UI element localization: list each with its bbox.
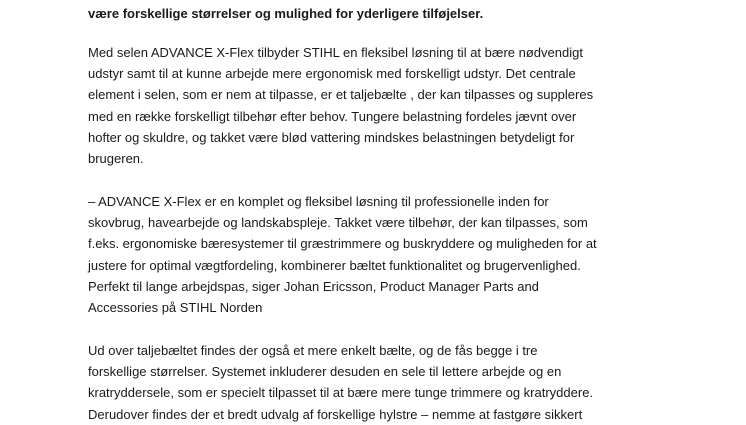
paragraph-line: Accessories på STIHL Norden	[88, 300, 263, 316]
paragraph-line: justere for optimal vægtfordeling, kombinerer bæltet funktionalitet og brugervenlighed.	[88, 257, 581, 273]
paragraph-line: – ADVANCE X-Flex er en komplet og fleksibel løsning til professionelle inden for	[88, 194, 549, 209]
paragraph-line: Derudover findes der et bredt udvalg af forskellige hylstre – nemme at fastgøre sikkert	[88, 406, 583, 422]
paragraph-line: Med selen ADVANCE X-Flex tilbyder STIHL en fleksibel løsning til at bære nødvendigt	[88, 45, 583, 60]
paragraph-line: udstyr samt til at kunne arbejde mere ergonomisk med forskelligt udstyr. Det centrale	[88, 66, 576, 82]
paragraph-details	[88, 340, 593, 425]
paragraph-intro	[88, 42, 593, 169]
lead-line: være forskellige størrelser og mulighed for yderligere tilføjelser.	[88, 6, 484, 21]
paragraph-line: Ud over taljebæltet findes der også et mere enkelt bælte, og de fås begge i tre	[88, 343, 538, 358]
paragraph-line: Perfekt til lange arbejdspas, siger Johan Ericsson, Product Manager Parts and	[88, 278, 539, 294]
paragraph-line: element i selen, som er nem at tilpasse, er et taljebælte , der kan tilpasses og suppleres	[88, 87, 594, 103]
paragraph-line: hofter og skuldre, og takket være blød vattering mindskes belastningen betydeligt for	[88, 129, 575, 145]
paragraph-line: med en række forskelligt tilbehør efter behov. Tungere belastning fordeles jævnt over	[88, 108, 577, 124]
paragraph-line: forskellige størrelser. Systemet inkluderer desuden en sele til lettere arbejde og en	[88, 364, 562, 380]
paragraph-line: kratryddersele, som er specielt tilpasset til at bære mere tunge trimmere og kratryddere.	[88, 385, 594, 401]
paragraph-quote	[88, 191, 597, 318]
paragraph-line: skovbrug, havearbejde og landskabspleje. Takket være tilbehør, der kan tilpasses, som	[88, 215, 588, 231]
paragraph-line: f.eks. ergonomiske bæresystemer til græstrimmere og buskryddere og muligheden for at	[88, 236, 597, 252]
paragraph-line: brugeren.	[88, 151, 144, 167]
